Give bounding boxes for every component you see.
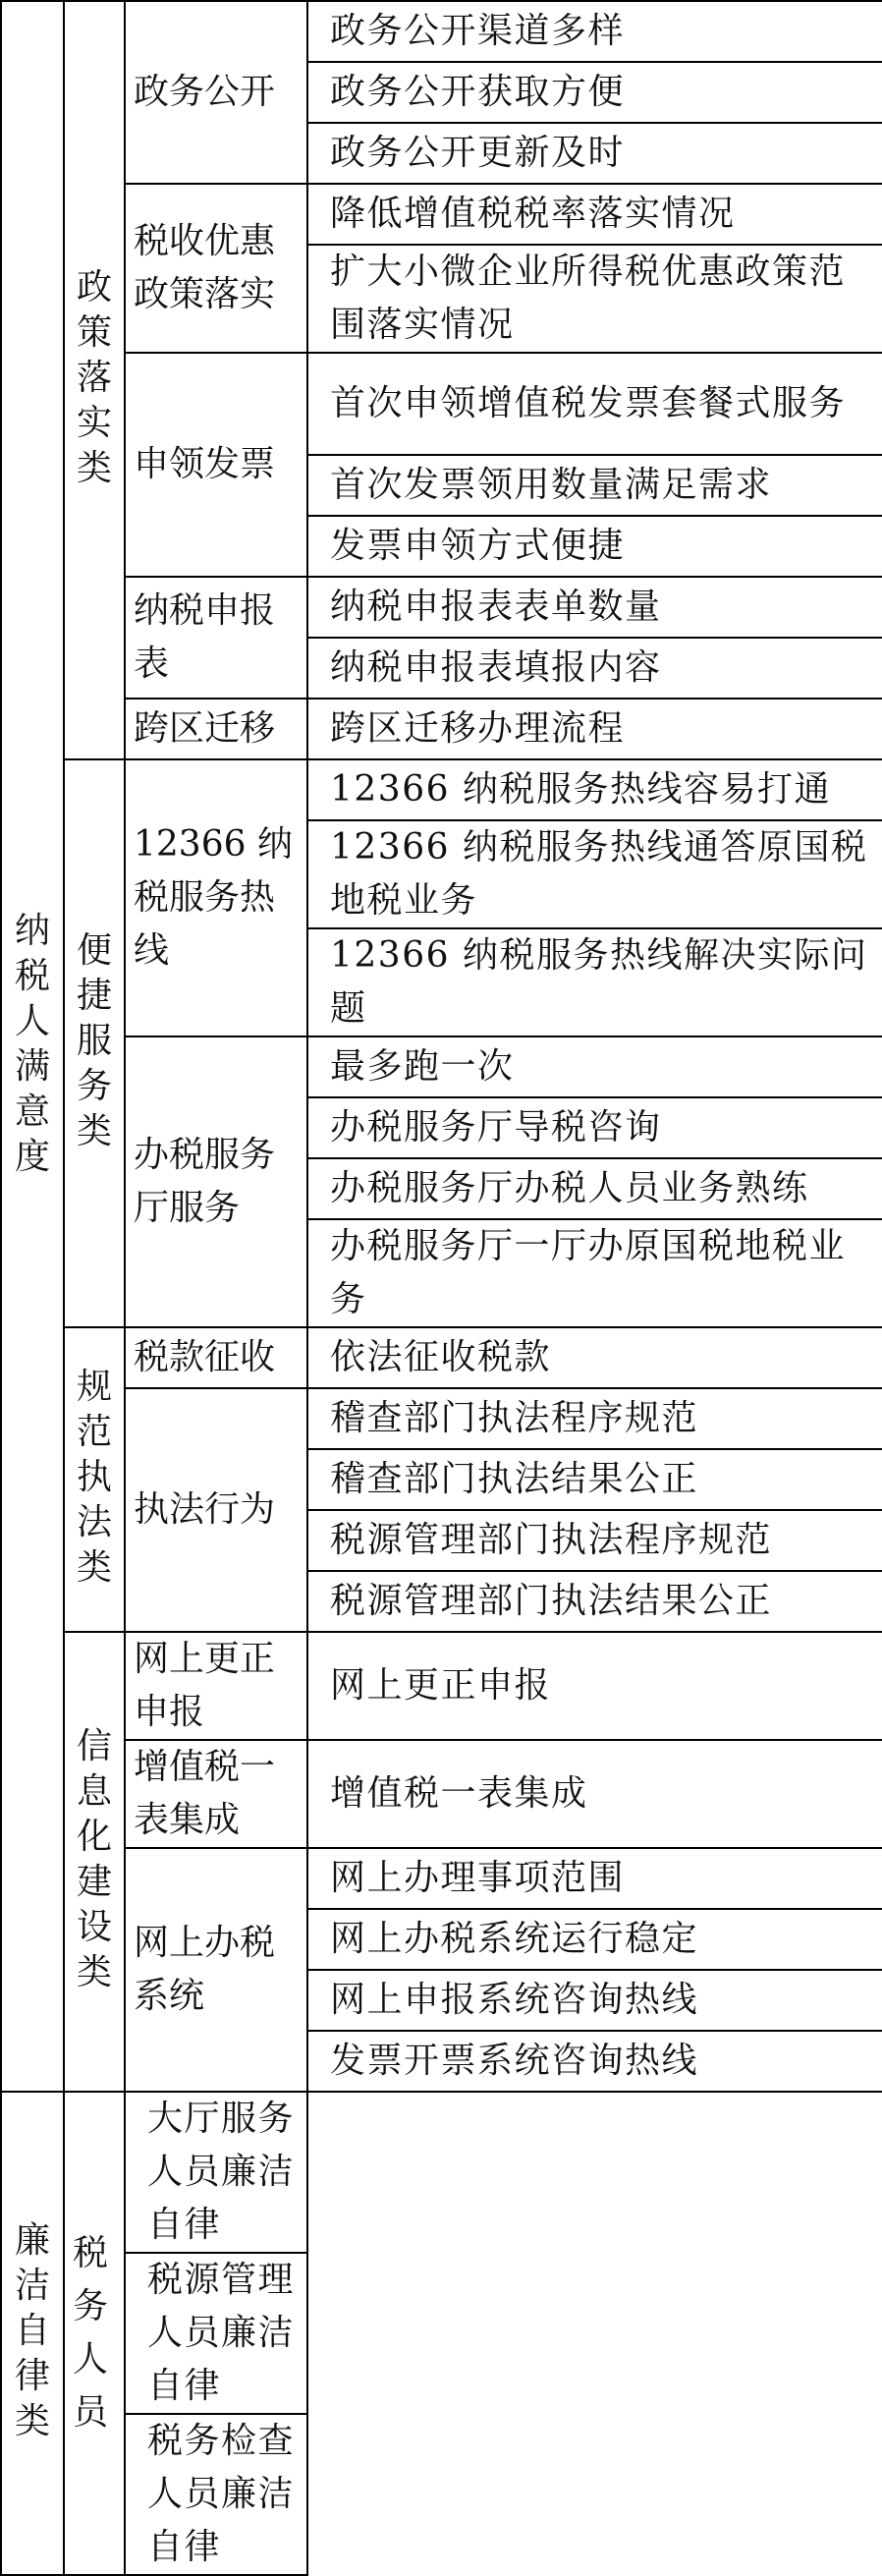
indicator-label: 稽查部门执法程序规范: [330, 1398, 699, 1438]
indicator-label: 12366 纳税服务热线解决实际问题: [330, 935, 868, 1029]
indicator-label: 稽查部门执法结果公正: [330, 1459, 699, 1499]
indicator-cell: [307, 1036, 882, 1097]
indicator-cell: [307, 1158, 882, 1219]
indicator-label: 发票开票系统咨询热线: [330, 2041, 699, 2081]
indicator-cell: [307, 638, 882, 699]
indicator-cell: [307, 928, 882, 1036]
table-row: [1, 1, 882, 62]
indicator-label: 增值税一表集成: [330, 1773, 588, 1814]
indicator-label: 政务公开获取方便: [330, 72, 626, 112]
category-label: 信息化建设类: [76, 1726, 112, 1992]
indicator-label: 税源管理人员廉洁自律: [147, 2260, 296, 2406]
subcategory-label: 网上办税系统: [134, 1923, 276, 2016]
indicator-cell: [307, 353, 882, 455]
subcategory-cell: [125, 1388, 307, 1632]
table-row: [1, 1036, 882, 1097]
root-category-label: 纳税人满意度: [14, 911, 50, 1177]
table-row: [1, 1740, 882, 1848]
indicator-label: 依法征收税款: [330, 1337, 552, 1377]
indicator-label: 网上办理事项范围: [330, 1858, 626, 1898]
indicator-cell: [307, 455, 882, 516]
indicator-cell: [307, 577, 882, 638]
subcategory-label: 申领发票: [134, 444, 276, 484]
table-row: [1, 1388, 882, 1449]
table-row: [1, 1327, 882, 1388]
category-cell: [64, 1327, 125, 1632]
indicator-cell: [307, 1097, 882, 1158]
indicator-cell: [125, 2092, 307, 2253]
subcategory-cell: [125, 759, 307, 1036]
indicator-cell: [307, 1571, 882, 1632]
indicator-cell: [307, 516, 882, 577]
indicator-label: 政务公开更新及时: [330, 133, 626, 173]
indicator-label: 降低增值税税率落实情况: [330, 194, 736, 234]
indicator-cell: [125, 2414, 307, 2575]
indicator-label: 发票申领方式便捷: [330, 526, 626, 566]
indicator-label: 跨区迁移办理流程: [330, 708, 626, 749]
subcategory-label: 办税服务厅服务: [134, 1135, 276, 1228]
indicator-label: 政务公开渠道多样: [330, 11, 626, 51]
indicator-label: 网上办税系统运行稳定: [330, 1919, 699, 1959]
table-row: [1, 184, 882, 245]
subcategory-label: 政务公开: [134, 72, 276, 112]
category-cell: [64, 1632, 125, 2092]
indicator-label: 最多跑一次: [330, 1046, 515, 1087]
indicator-cell: [307, 1, 882, 62]
subcategory-label: 执法行为: [134, 1489, 276, 1530]
indicator-cell: [307, 1219, 882, 1327]
subcategory-cell: [125, 1, 307, 184]
subcategory-cell: [125, 1632, 307, 1740]
table-row: [1, 759, 882, 820]
table-row: [1, 577, 882, 638]
table-row: [1, 1848, 882, 1909]
indicator-cell: [307, 820, 882, 928]
indicator-cell: [307, 123, 882, 184]
subcategory-cell: [125, 1327, 307, 1388]
subcategory-cell: [125, 1036, 307, 1327]
indicator-cell: [307, 1740, 882, 1848]
indicator-label: 办税服务厅导税咨询: [330, 1107, 662, 1148]
indicator-cell: [307, 759, 882, 820]
subcategory-cell: [125, 1848, 307, 2092]
subcategory-label: 网上更正申报: [134, 1639, 276, 1732]
subcategory-label: 12366 纳税服务热线: [134, 824, 293, 971]
indicator-cell: [307, 1510, 882, 1571]
indicator-label: 办税服务厅办税人员业务熟练: [330, 1168, 809, 1208]
subcategory-label: 增值税一表集成: [134, 1747, 276, 1840]
indicator-label: 税务检查人员廉洁自律: [147, 2421, 296, 2567]
subcategory-label: 跨区迁移: [134, 708, 276, 749]
subcategory-label: 税务人员: [73, 2233, 109, 2433]
category-cell: [64, 1, 125, 759]
indicator-cell: [307, 2031, 882, 2092]
category-cell: [1, 2092, 64, 2575]
indicator-cell: [307, 62, 882, 123]
category-cell: [64, 759, 125, 1327]
indicator-cell: [307, 699, 882, 759]
indicator-cell: [307, 1632, 882, 1740]
subcategory-label: 税款征收: [134, 1337, 276, 1377]
indicator-cell: [307, 184, 882, 245]
table-row: [1, 699, 882, 759]
indicator-cell: [307, 245, 882, 353]
indicator-cell: [307, 1327, 882, 1388]
table-row: [1, 2092, 882, 2253]
subcategory-cell: [125, 353, 307, 577]
indicator-label: 纳税申报表填报内容: [330, 647, 662, 688]
indicator-label: 办税服务厅一厅办原国税地税业务: [330, 1226, 847, 1319]
table-row: [1, 2253, 882, 2414]
indicator-label: 12366 纳税服务热线通答原国税地税业务: [330, 827, 868, 921]
indicator-cell: [307, 1909, 882, 1970]
subcategory-label: 纳税申报表: [134, 590, 276, 684]
indicator-label: 12366 纳税服务热线容易打通: [330, 769, 831, 810]
category-label: 规范执法类: [76, 1367, 112, 1588]
subcategory-cell: [64, 2092, 125, 2575]
subcategory-cell: [125, 699, 307, 759]
indicator-label: 税源管理部门执法程序规范: [330, 1520, 773, 1560]
indicator-cell: [307, 1970, 882, 2031]
indicator-cell: [125, 2253, 307, 2414]
indicator-label: 大厅服务人员廉洁自律: [147, 2099, 296, 2245]
indicator-label: 纳税申报表表单数量: [330, 587, 662, 627]
subcategory-cell: [125, 1740, 307, 1848]
indicator-cell: [307, 1848, 882, 1909]
category-label: 政策落实类: [76, 267, 112, 488]
indicator-cell: [307, 1449, 882, 1510]
indicator-label: 首次申领增值税发票套餐式服务: [330, 383, 847, 423]
indicator-cell: [307, 1388, 882, 1449]
table-row: [1, 2414, 882, 2575]
indicator-label: 扩大小微企业所得税优惠政策范围落实情况: [330, 252, 847, 345]
indicator-label: 网上更正申报: [330, 1665, 552, 1706]
subcategory-cell: [125, 184, 307, 353]
indicator-label: 首次发票领用数量满足需求: [330, 465, 773, 505]
category-label: 廉洁自律类: [14, 2220, 50, 2441]
subcategory-label: 税收优惠政策落实: [134, 221, 276, 314]
root-category-cell: [1, 1, 64, 2092]
table-row: [1, 353, 882, 455]
category-label: 便捷服务类: [76, 930, 112, 1151]
indicator-label: 税源管理部门执法结果公正: [330, 1581, 773, 1621]
table-row: [1, 1632, 882, 1740]
indicator-label: 网上申报系统咨询热线: [330, 1980, 699, 2020]
subcategory-cell: [125, 577, 307, 699]
